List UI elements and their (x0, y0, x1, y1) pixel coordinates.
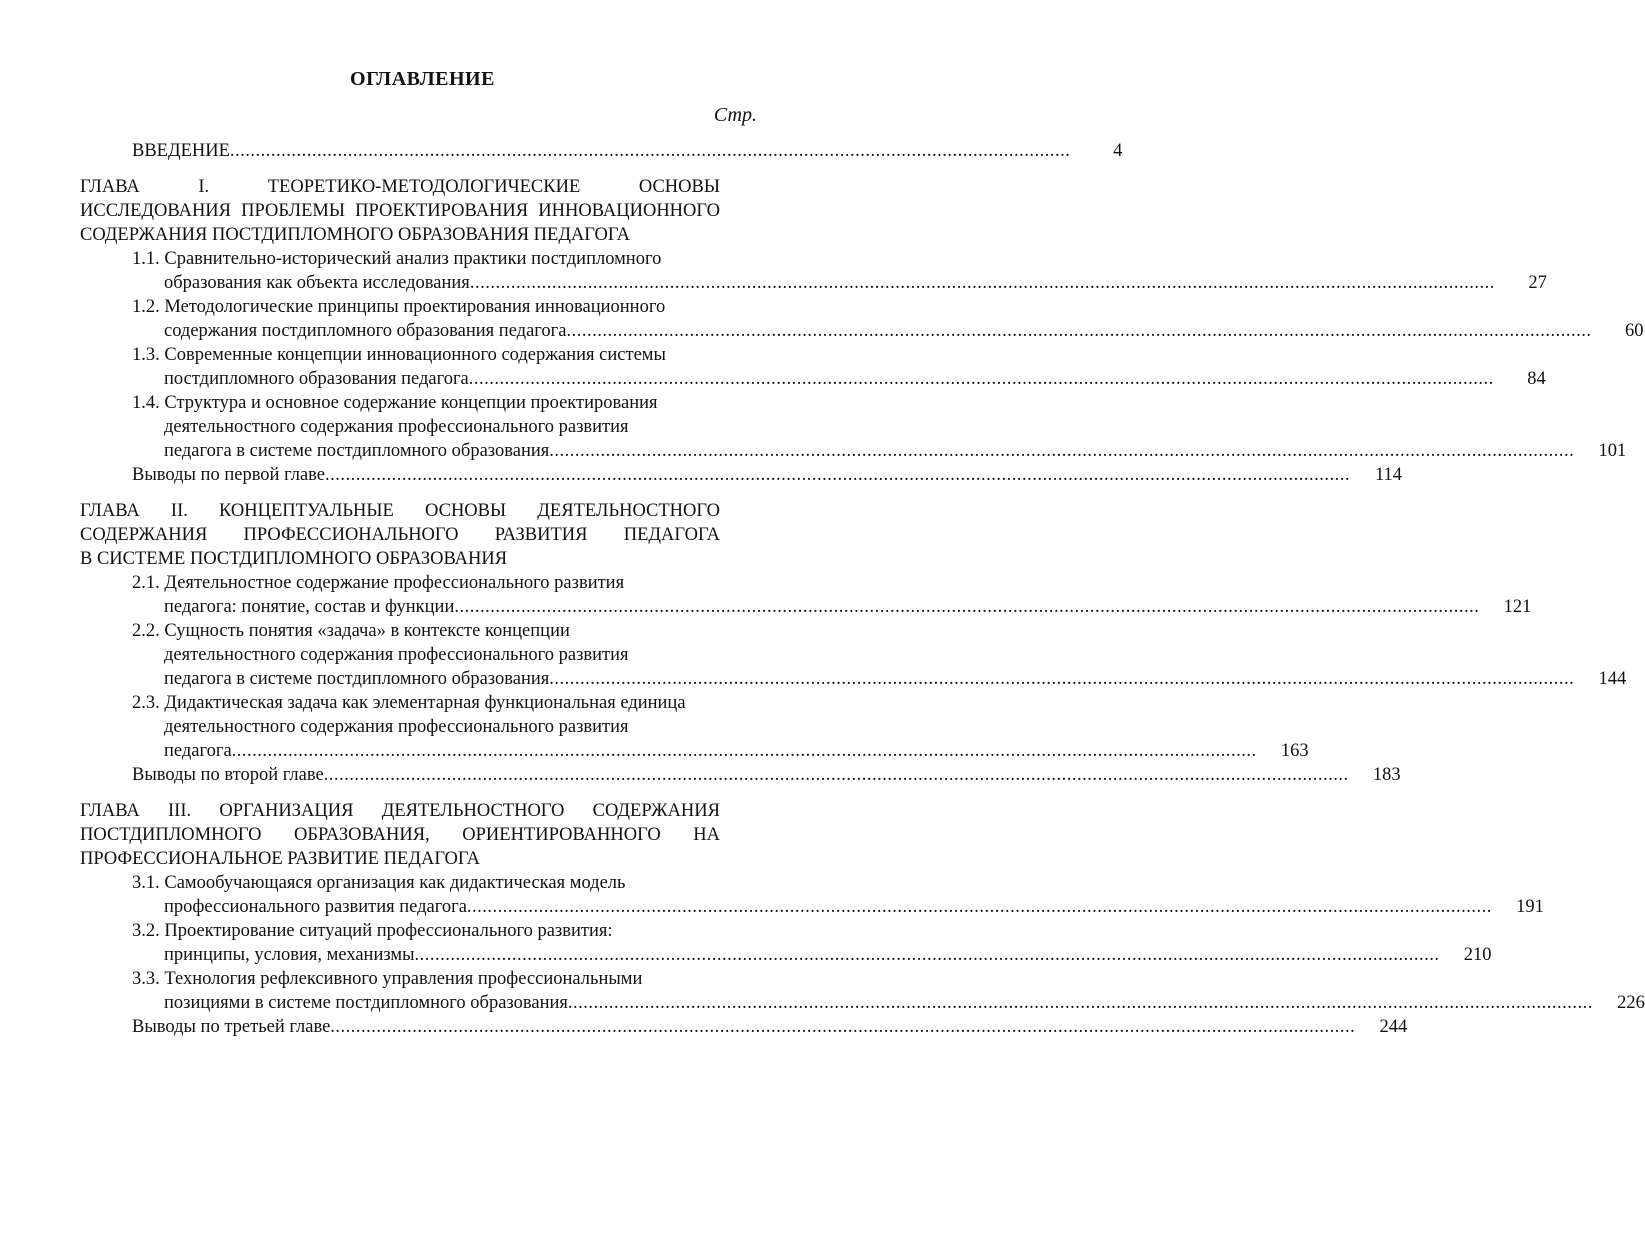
section-title-line: 2.2. Сущность понятия «задача» в контексте концепции (132, 621, 570, 641)
toc-title: ОГЛАВЛЕНИЕ (350, 68, 495, 90)
section-page-number: 144 (1598, 669, 1627, 689)
toc-entry-section[interactable] (80, 619, 1627, 691)
toc-entry-section[interactable] (80, 391, 1627, 463)
chapter-heading-line: В СИСТЕМЕ ПОСТДИПЛОМНОГО ОБРАЗОВАНИЯ (80, 549, 508, 569)
section-page-number: 60 (1624, 321, 1644, 341)
section-title-last-line: принципы, условия, механизмы (164, 945, 415, 965)
toc-entry-conclusion[interactable] (80, 763, 1401, 787)
toc-entry-conclusion[interactable] (80, 1015, 1408, 1039)
conclusion-label: Выводы по первой главе (132, 465, 326, 485)
chapter-heading-2[interactable] (80, 499, 720, 571)
chapter-heading-line: ГЛАВА III. ОРГАНИЗАЦИЯ ДЕЯТЕЛЬНОСТНОГО СОДЕРЖАНИЯ (80, 801, 720, 821)
section-title-last-line: педагога в системе постдипломного образования (164, 441, 550, 461)
dot-leader: ........................................................................................................................................................................................................ (549, 441, 1575, 461)
conclusion-label: Выводы по второй главе (132, 765, 324, 785)
section-page-number: 84 (1527, 369, 1546, 389)
toc-entry-section[interactable] (80, 247, 1547, 295)
dot-leader: ........................................................................................................................................................................................................ (231, 741, 1257, 761)
chapter-heading-line: ГЛАВА I. ТЕОРЕТИКО-МЕТОДОЛОГИЧЕСКИЕ ОСНОВЫ (80, 177, 720, 197)
toc-entry-section[interactable] (80, 967, 1645, 1015)
dot-leader: ........................................................................................................................................................................................................ (566, 321, 1592, 341)
conclusion-page-number: 114 (1374, 465, 1403, 485)
toc-entry-section[interactable] (80, 295, 1644, 343)
dot-leader: ........................................................................................................................................................................................................ (469, 273, 1495, 293)
dot-leader: .................................................................................................................................................................... (229, 141, 1071, 161)
toc-entry-section[interactable] (80, 691, 1309, 763)
dot-leader: ........................................................................................................................................................................................................ (468, 369, 1494, 389)
toc-entry-intro[interactable] (80, 139, 1123, 163)
section-page-number: 191 (1516, 897, 1544, 917)
section-page-number: 226 (1617, 993, 1645, 1013)
section-title-last-line: педагога (164, 741, 232, 761)
section-title-last-line: образования как объекта исследования (164, 273, 470, 293)
section-page-number: 101 (1598, 441, 1627, 461)
toc-entry-section[interactable] (80, 343, 1546, 391)
section-title-last-line: педагога: понятие, состав и функции (164, 597, 455, 617)
section-title-line: 1.4. Структура и основное содержание концепции проектирования (132, 393, 658, 413)
chapter-heading-line: ПОСТДИПЛОМНОГО ОБРАЗОВАНИЯ, ОРИЕНТИРОВАННОГО НА (80, 825, 720, 845)
section-title-last-line: педагога в системе постдипломного образования (164, 669, 550, 689)
section-title-last-line: позициями в системе постдипломного образования (164, 993, 568, 1013)
section-page-number: 210 (1463, 945, 1492, 965)
section-page-number: 27 (1528, 273, 1547, 293)
chapter-heading-1[interactable] (80, 175, 720, 247)
toc-entry-section[interactable] (80, 571, 1532, 619)
dot-leader: ........................................................................................................................................................................................................ (323, 765, 1349, 785)
section-title-line: деятельностного содержания профессионального развития (164, 417, 629, 437)
section-title-last-line: профессионального развития педагога (164, 897, 467, 917)
conclusion-page-number: 183 (1372, 765, 1401, 785)
chapter-heading-3[interactable] (80, 799, 720, 871)
chapters-list (80, 175, 1645, 1039)
conclusion-label: Выводы по третьей главе (132, 1017, 331, 1037)
toc-page (80, 66, 1645, 1039)
chapter-heading-line: СОДЕРЖАНИЯ ПРОФЕССИОНАЛЬНОГО РАЗВИТИЯ ПЕДАГОГА (80, 525, 720, 545)
dot-leader: ........................................................................................................................................................................................................ (549, 669, 1575, 689)
chapter-heading-line: ИССЛЕДОВАНИЯ ПРОБЛЕМЫ ПРОЕКТИРОВАНИЯ ИННОВАЦИОННОГО (80, 201, 720, 221)
section-title-last-line: постдипломного образования педагога (164, 369, 469, 389)
intro-label: ВВЕДЕНИЕ (132, 141, 230, 161)
dot-leader: ........................................................................................................................................................................................................ (454, 597, 1480, 617)
section-title-line: 1.3. Современные концепции инновационного содержания системы (132, 345, 666, 365)
section-page-number: 121 (1503, 597, 1532, 617)
intro-page-number: 4 (1113, 141, 1123, 161)
section-title-last-line: содержания постдипломного образования педагога (164, 321, 567, 341)
chapter-heading-line: ГЛАВА II. КОНЦЕПТУАЛЬНЫЕ ОСНОВЫ ДЕЯТЕЛЬНОСТНОГО (80, 501, 720, 521)
section-title-line: 1.1. Сравнительно-исторический анализ практики постдипломного (132, 249, 662, 269)
dot-leader: ........................................................................................................................................................................................................ (466, 897, 1492, 917)
dot-leader: ........................................................................................................................................................................................................ (325, 465, 1351, 485)
toc-entry-section[interactable] (80, 871, 1544, 919)
section-title-line: 2.3. Дидактическая задача как элементарная функциональная единица (132, 693, 686, 713)
dot-leader: ........................................................................................................................................................................................................ (330, 1017, 1356, 1037)
section-title-line: 3.1. Самообучающаяся организация как дидактическая модель (132, 873, 626, 893)
chapter-heading-line: ПРОФЕССИОНАЛЬНОЕ РАЗВИТИЕ ПЕДАГОГА (80, 849, 480, 869)
section-page-number: 163 (1280, 741, 1309, 761)
toc-entry-section[interactable] (80, 919, 1492, 967)
section-title-line: 2.1. Деятельностное содержание профессионального развития (132, 573, 625, 593)
page-column-label: Стр. (713, 104, 757, 126)
dot-leader: ........................................................................................................................................................................................................ (414, 945, 1440, 965)
section-title-line: деятельностного содержания профессионального развития (164, 645, 629, 665)
conclusion-page-number: 244 (1379, 1017, 1408, 1037)
chapter-heading-line: СОДЕРЖАНИЯ ПОСТДИПЛОМНОГО ОБРАЗОВАНИЯ ПЕДАГОГА (80, 225, 630, 245)
section-title-line: 3.3. Технология рефлексивного управления профессиональными (132, 969, 643, 989)
section-title-line: 1.2. Методологические принципы проектирования инновационного (132, 297, 666, 317)
toc-entry-conclusion[interactable] (80, 463, 1403, 487)
dot-leader: ........................................................................................................................................................................................................ (567, 993, 1593, 1013)
section-title-line: 3.2. Проектирование ситуаций профессионального развития: (132, 921, 613, 941)
section-title-line: деятельностного содержания профессионального развития (164, 717, 629, 737)
